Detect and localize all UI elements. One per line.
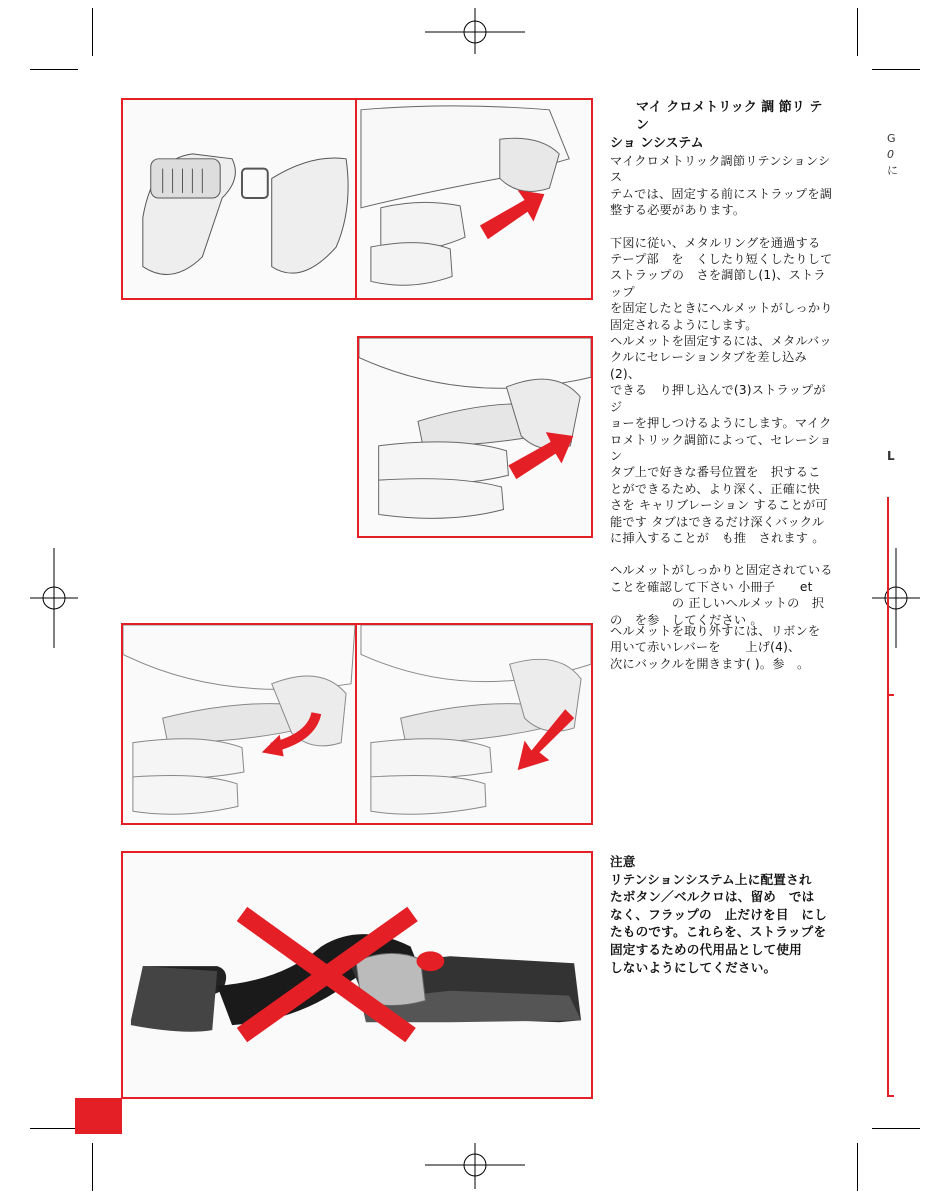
section3-warning	[610, 853, 835, 976]
body-line: 下図に従い、メタルリングを通過する	[610, 235, 821, 250]
body-line: クルにセレーションタブを差し込み(2)、	[610, 350, 807, 381]
body-line: 固定されるようにします。	[610, 317, 758, 332]
section-title	[610, 99, 830, 153]
body-line: ことを確認して下さい 小冊子 et	[610, 579, 813, 594]
page-corner-block	[75, 1098, 122, 1134]
warning-strap-illustration	[123, 853, 591, 1097]
warning-line: 固定するための代用品として使用	[610, 941, 802, 957]
edge-frame-line-short	[887, 694, 894, 696]
crop-mark-bottom-left-v	[92, 1143, 93, 1191]
registration-mark-top	[425, 8, 525, 54]
body-line: ストラップの さを調節し(1)、ストラップ	[610, 268, 826, 299]
registration-mark-bottom	[425, 1143, 525, 1189]
edge-frame-line-short	[887, 1095, 894, 1097]
crop-mark-top-right-h	[872, 69, 920, 70]
crop-mark-top-left-v	[92, 8, 93, 56]
body-line: テープ部 を くしたり短くしたりして	[610, 252, 833, 267]
crop-mark-bottom-right-h	[872, 1128, 920, 1129]
section2-body	[610, 623, 835, 672]
registration-mark-right	[872, 548, 920, 648]
insert-buckle-illustration	[359, 338, 591, 536]
release-buckle-illustration	[123, 625, 591, 823]
warning-line: たものです。これらを、ストラップを	[610, 924, 827, 940]
body-line: ヘルメットを取り外すには、リボンを	[610, 624, 821, 638]
warning-line: しないようにしてください。	[610, 959, 777, 975]
section1-body	[610, 153, 835, 628]
body-line: の 正しいヘルメットの 択	[610, 596, 825, 611]
strap-adjust-illustration	[123, 100, 591, 298]
figure-release-divider	[355, 623, 357, 825]
edge-letter: L	[887, 449, 895, 463]
figure-release-buckle	[121, 623, 593, 825]
section-title-line2: ショ ンシステム	[610, 136, 704, 151]
registration-mark-left	[30, 548, 78, 648]
warning-heading: 注意	[610, 854, 636, 869]
body-line: とができるため、より深く、正確に快	[610, 481, 820, 496]
crop-mark-bottom-right-v	[857, 1143, 858, 1191]
body-line: に挿入することが も推 されます 。	[610, 530, 825, 545]
edge-line: 0	[887, 148, 894, 161]
body-line: ョーを押しつけるようにします。マイク	[610, 416, 832, 431]
body-line: 能です タブはできるだけ深くバックル	[610, 514, 825, 529]
warning-line: リテンションシステム上に配置され	[610, 871, 812, 887]
crop-mark-bottom-left-h	[30, 1128, 78, 1129]
section-title-line1: マイ クロメトリック 調 節リ テン	[636, 100, 823, 133]
body-line: タブ上で好きな番号位置を 択するこ	[610, 465, 821, 480]
figure-insert-buckle	[357, 336, 593, 538]
body-line: できる り押し込んで(3)ストラップがジ	[610, 383, 826, 414]
figure-strap-adjust	[121, 98, 593, 300]
body-line: 用いて赤いレバーを 上げ(4)、	[610, 640, 801, 655]
body-line: ヘルメットを固定するには、メタルバッ	[610, 334, 832, 349]
warning-line: なく、フラップの 止だけを目 にし	[610, 906, 827, 922]
crop-mark-top-left-h	[30, 69, 78, 70]
edge-text	[887, 131, 898, 179]
edge-frame-line	[887, 497, 889, 1097]
edge-line: に	[887, 164, 898, 177]
edge-line: G	[887, 132, 896, 145]
body-line: を固定したときにヘルメットがしっかり	[610, 301, 833, 316]
body-line: ロメトリック調節によって、セレーション	[610, 432, 832, 463]
body-line: 整する必要があります。	[610, 203, 746, 218]
body-line: 次にバックルを開きます( )。参 。	[610, 656, 810, 671]
body-line: テムでは、固定する前にストラップを調	[610, 186, 833, 201]
body-line: の を参 してください 。	[610, 612, 763, 627]
body-line: マイクロメトリック調節リテンションシス	[610, 154, 831, 185]
figure-strap-divider	[355, 98, 357, 300]
figure-warning-strap	[121, 851, 593, 1099]
body-line: さを キャリブレーション することが可	[610, 498, 828, 513]
warning-line: たボタン／ベルクロは、留め では	[610, 889, 815, 905]
crop-mark-top-right-v	[857, 8, 858, 56]
body-line: ヘルメットがしっかりと固定されている	[610, 563, 833, 578]
